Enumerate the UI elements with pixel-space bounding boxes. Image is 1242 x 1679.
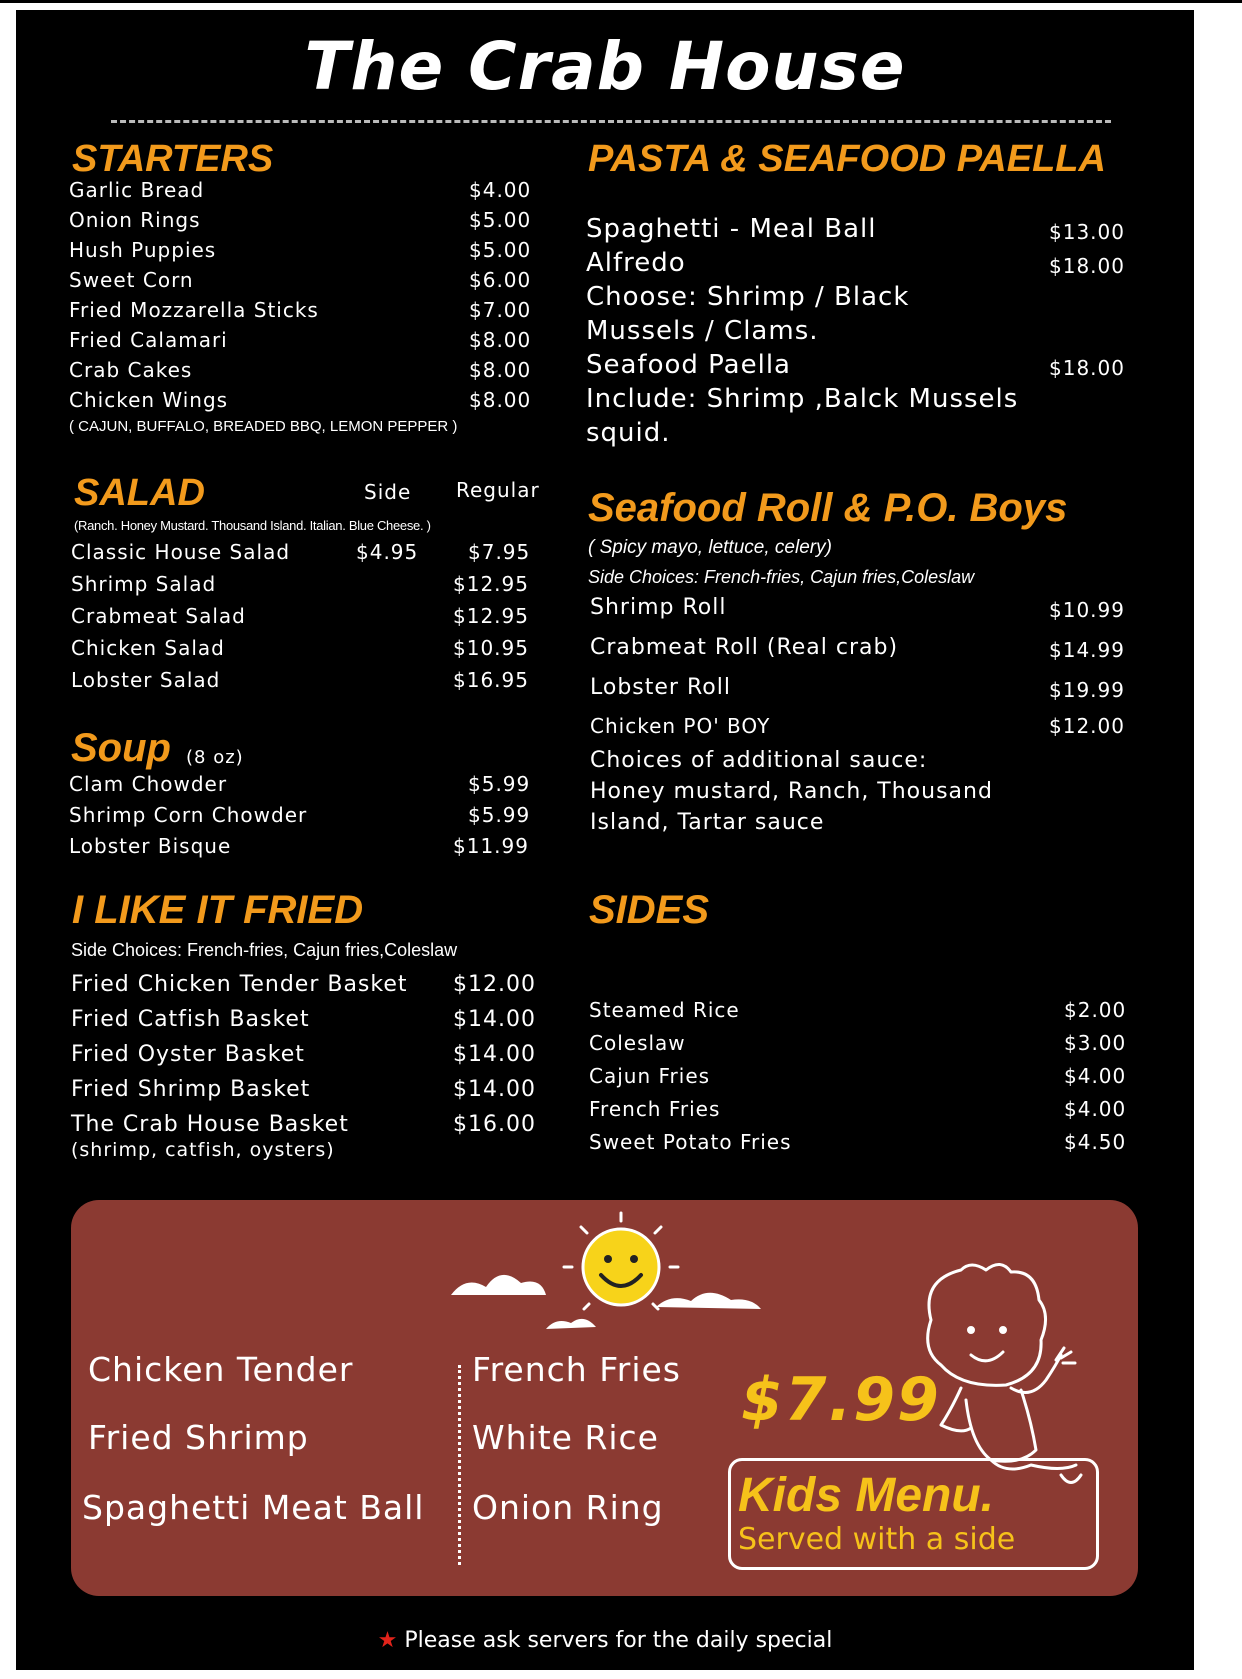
fried-item-name: Fried Chicken Tender Basket — [71, 972, 408, 997]
pasta-line: Alfredo — [586, 248, 686, 278]
side-item-name: Cajun Fries — [589, 1064, 711, 1088]
starter-item-name: Hush Puppies — [69, 238, 217, 262]
salad-item-price: $16.95 — [453, 668, 529, 692]
salad-item-price: $12.95 — [453, 604, 529, 628]
soup-item-price: $5.99 — [468, 803, 531, 827]
kids-entree: Fried Shrimp — [88, 1418, 309, 1457]
star-icon: ★ — [377, 1628, 398, 1653]
starter-item-name: Fried Calamari — [69, 328, 228, 352]
soup-heading: Soup — [71, 726, 171, 770]
kids-price: $7.99 — [741, 1365, 941, 1435]
soup-item-name: Clam Chowder — [69, 772, 228, 796]
fried-item-name: Fried Catfish Basket — [71, 1007, 310, 1032]
pasta-line: squid. — [586, 418, 671, 448]
soup-item-name: Lobster Bisque — [69, 834, 232, 858]
starter-item-price: $8.00 — [469, 328, 532, 352]
starter-item-price: $5.00 — [469, 238, 532, 262]
roll-item-name: Shrimp Roll — [590, 595, 727, 620]
pasta-line: Choose: Shrimp / Black — [586, 282, 910, 312]
starter-item-name: Garlic Bread — [69, 178, 205, 202]
rolls-side-choices: Side Choices: French-fries, Cajun fries,Coleslaw — [588, 567, 975, 587]
roll-item-name: Crabmeat Roll (Real crab) — [590, 635, 899, 660]
side-item-name: Steamed Rice — [589, 998, 740, 1022]
starter-item-price: $7.00 — [469, 298, 532, 322]
page-title: The Crab House — [304, 28, 906, 105]
side-item-name: Sweet Potato Fries — [589, 1130, 792, 1154]
sun-clouds-illustration — [446, 1205, 776, 1345]
fried-side-choices: Side Choices: French-fries, Cajun fries,Coleslaw — [71, 940, 458, 960]
side-item-name: French Fries — [589, 1097, 721, 1121]
sauce-line: Choices of additional sauce: — [590, 748, 928, 773]
soup-size: (8 oz) — [186, 747, 244, 768]
starters-heading: STARTERS — [72, 138, 274, 180]
starter-item-price: $6.00 — [469, 268, 532, 292]
starter-item-name: Fried Mozzarella Sticks — [69, 298, 319, 322]
kids-title: Kids Menu. — [738, 1469, 995, 1522]
sauce-line: Island, Tartar sauce — [590, 810, 825, 835]
sun-icon — [564, 1213, 678, 1309]
pasta-line: Spaghetti - Meal Ball — [586, 214, 877, 244]
kids-subtitle: Served with a side — [738, 1522, 1016, 1557]
kids-side: Onion Ring — [472, 1488, 664, 1527]
salad-item-price: $7.95 — [468, 540, 531, 564]
pasta-price: $13.00 — [1049, 220, 1125, 244]
title-divider — [111, 120, 1111, 123]
salad-item-name: Lobster Salad — [71, 668, 221, 692]
pasta-line: Mussels / Clams. — [586, 316, 819, 346]
starter-item-name: Chicken Wings — [69, 388, 229, 412]
side-item-price: $4.50 — [1064, 1130, 1127, 1154]
footer-note — [16, 1628, 1194, 1653]
fried-item-price: $14.00 — [453, 1007, 536, 1032]
soup-item-name: Shrimp Corn Chowder — [69, 803, 308, 827]
kids-side: White Rice — [472, 1418, 659, 1457]
salad-item-side-price: $4.95 — [356, 540, 419, 564]
sides-heading: SIDES — [589, 888, 710, 932]
footer-text: Please ask servers for the daily special — [404, 1628, 833, 1653]
basket-contents-note: (shrimp, catfish, oysters) — [71, 1139, 335, 1161]
kids-entree: Chicken Tender — [88, 1350, 354, 1389]
fried-item-name: The Crab House Basket — [71, 1112, 349, 1137]
salad-item-name: Crabmeat Salad — [71, 604, 246, 628]
starter-item-price: $4.00 — [469, 178, 532, 202]
side-item-price: $2.00 — [1064, 998, 1127, 1022]
soup-item-price: $5.99 — [468, 772, 531, 796]
pasta-line: Include: Shrimp ,Balck Mussels — [586, 384, 1019, 414]
pasta-price: $18.00 — [1049, 254, 1125, 278]
fried-item-name: Fried Oyster Basket — [71, 1042, 305, 1067]
starter-item-price: $8.00 — [469, 358, 532, 382]
starter-item-price: $5.00 — [469, 208, 532, 232]
starter-item-name: Sweet Corn — [69, 268, 194, 292]
fried-item-price: $16.00 — [453, 1112, 536, 1137]
side-item-price: $3.00 — [1064, 1031, 1127, 1055]
salad-heading: SALAD — [74, 472, 205, 514]
salad-item-name: Shrimp Salad — [71, 572, 217, 596]
salad-col-side: Side — [364, 480, 412, 504]
kids-side: French Fries — [472, 1350, 682, 1389]
salad-dressings-note: (Ranch. Honey Mustard. Thousand Island. Italian. Blue Cheese. ) — [74, 518, 431, 533]
kids-entree: Spaghetti Meat Ball — [82, 1488, 425, 1527]
fried-item-price: $12.00 — [453, 972, 536, 997]
roll-item-price: $14.99 — [1049, 638, 1125, 662]
side-item-price: $4.00 — [1064, 1064, 1127, 1088]
side-item-name: Coleslaw — [589, 1031, 686, 1055]
fried-item-price: $14.00 — [453, 1077, 536, 1102]
sauce-line: Honey mustard, Ranch, Thousand — [590, 779, 993, 804]
roll-item-price: $12.00 — [1049, 714, 1125, 738]
starter-item-name: Onion Rings — [69, 208, 201, 232]
salad-col-regular: Regular — [456, 478, 540, 502]
pasta-price: $18.00 — [1049, 356, 1125, 380]
fried-item-price: $14.00 — [453, 1042, 536, 1067]
starter-item-name: Crab Cakes — [69, 358, 193, 382]
rolls-heading: Seafood Roll & P.O. Boys — [588, 486, 1068, 530]
pasta-heading: PASTA & SEAFOOD PAELLA — [588, 138, 1106, 180]
fried-heading: I LIKE IT FRIED — [72, 888, 364, 932]
menu-board — [16, 10, 1194, 1670]
roll-item-price: $19.99 — [1049, 678, 1125, 702]
salad-item-price: $12.95 — [453, 572, 529, 596]
kids-divider — [458, 1365, 461, 1565]
salad-item-name: Chicken Salad — [71, 636, 225, 660]
rolls-toppings: ( Spicy mayo, lettuce, celery) — [588, 537, 832, 558]
top-border — [0, 0, 1242, 3]
starter-item-price: $8.00 — [469, 388, 532, 412]
side-item-price: $4.00 — [1064, 1097, 1127, 1121]
salad-item-name: Classic House Salad — [71, 540, 291, 564]
roll-item-price: $10.99 — [1049, 598, 1125, 622]
fried-item-name: Fried Shrimp Basket — [71, 1077, 311, 1102]
salad-item-price: $10.95 — [453, 636, 529, 660]
soup-item-price: $11.99 — [453, 834, 529, 858]
roll-item-name: Lobster Roll — [590, 675, 731, 700]
roll-item-name: Chicken PO' BOY — [590, 714, 771, 738]
wings-flavors-note: ( CAJUN, BUFFALO, BREADED BBQ, LEMON PEPPER ) — [69, 418, 458, 435]
pasta-line: Seafood Paella — [586, 350, 791, 380]
